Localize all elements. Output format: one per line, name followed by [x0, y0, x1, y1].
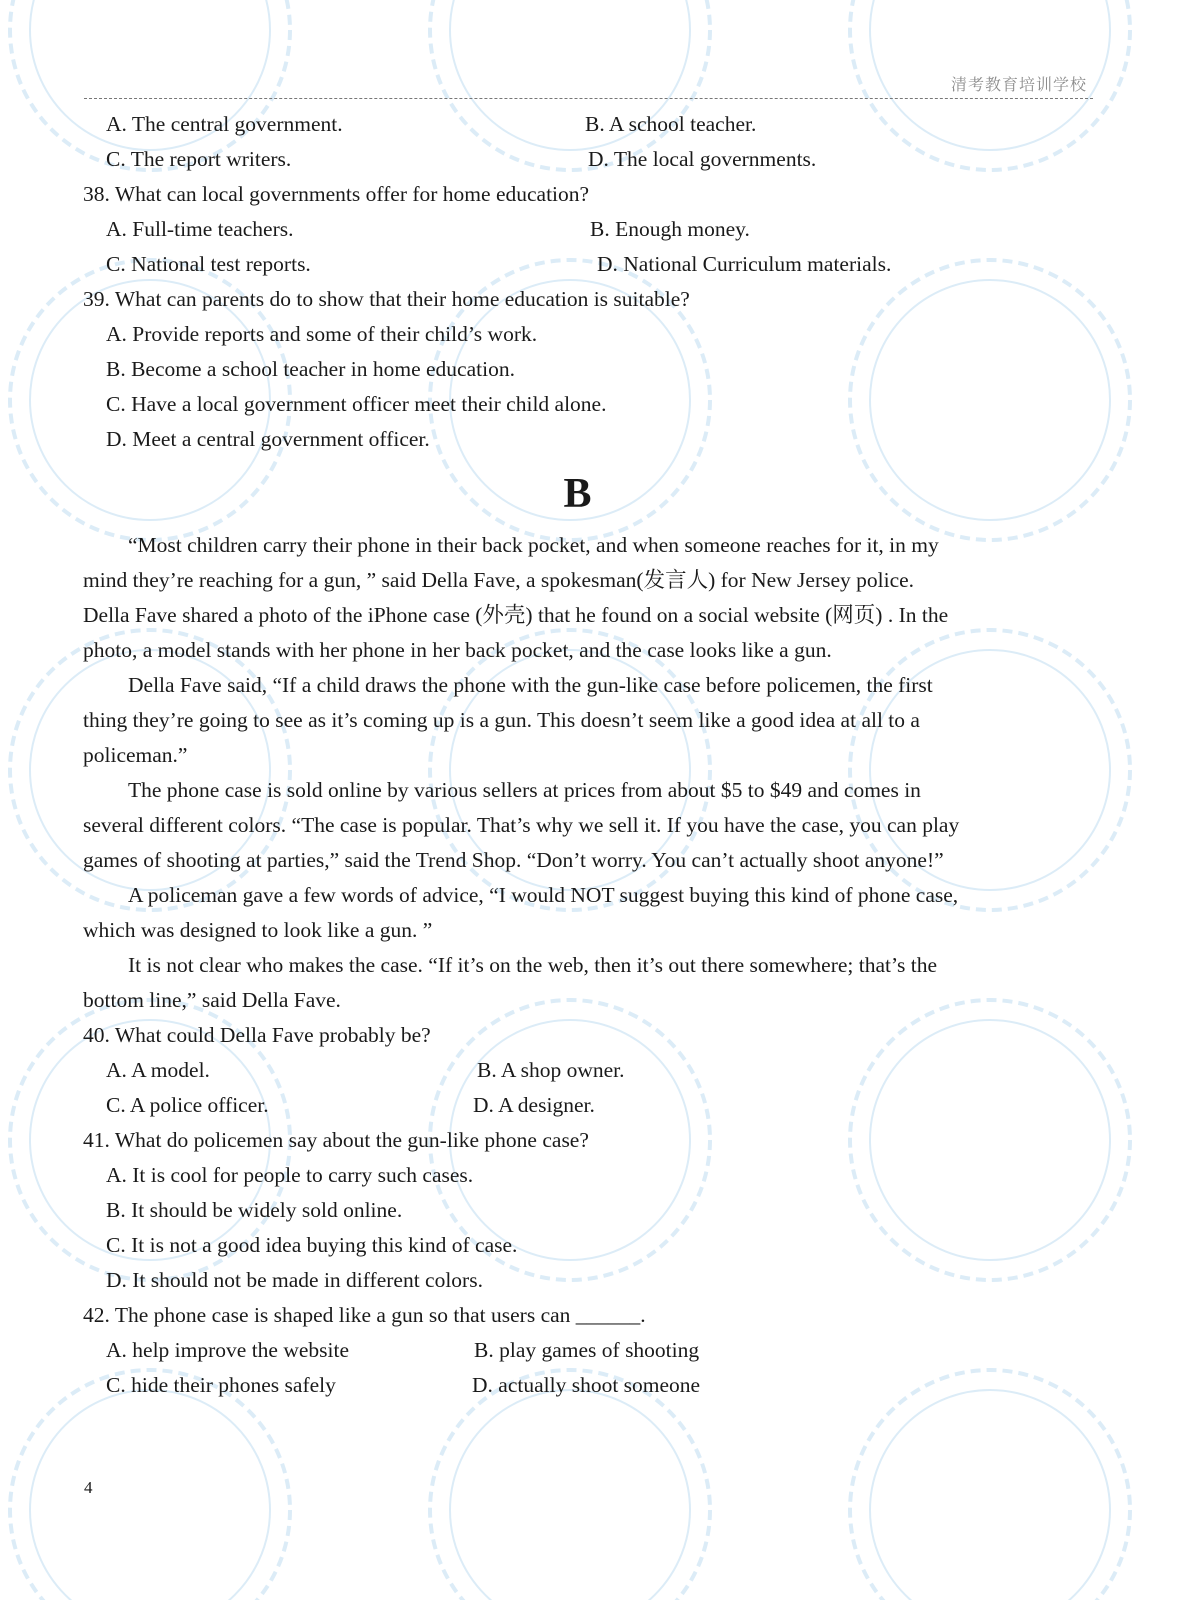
q40-stem: 40. What could Della Fave probably be? — [83, 1023, 431, 1047]
q39-option-d: D. Meet a central government officer. — [106, 427, 430, 451]
passage-line: Della Fave shared a photo of the iPhone case (外壳) that he found on a social website (网页) . In the — [83, 603, 949, 627]
passage-line: policeman.” — [83, 743, 188, 767]
q38-option-d: D. National Curriculum materials. — [597, 252, 892, 276]
passage-line: several different colors. “The case is popular. That’s why we sell it. If you have the case, you can play — [83, 813, 960, 837]
q39-option-a: A. Provide reports and some of their child’s work. — [106, 322, 538, 346]
q38-option-b: B. Enough money. — [590, 217, 750, 241]
passage-line: bottom line,” said Della Fave. — [83, 988, 341, 1012]
q39-option-c: C. Have a local government officer meet their child alone. — [106, 392, 607, 416]
q37-option-a: A. The central government. — [106, 112, 343, 136]
q40-option-a: A. A model. — [106, 1058, 210, 1082]
q40-option-d: D. A designer. — [473, 1093, 595, 1117]
q41-stem: 41. What do policemen say about the gun-like phone case? — [83, 1128, 589, 1152]
q37-option-c: C. The report writers. — [106, 147, 292, 171]
section-title: B — [563, 471, 592, 517]
passage-line: Della Fave said, “If a child draws the phone with the gun-like case before policemen, the first — [128, 673, 933, 697]
q42-option-b: B. play games of shooting — [474, 1338, 700, 1362]
q37-option-d: D. The local governments. — [588, 147, 817, 171]
q38-option-a: A. Full-time teachers. — [106, 217, 294, 241]
q42-option-d: D. actually shoot someone — [472, 1373, 701, 1397]
q39-option-b: B. Become a school teacher in home education. — [106, 357, 515, 381]
watermark-stamp — [430, 1370, 710, 1600]
passage-line: which was designed to look like a gun. ” — [83, 918, 433, 942]
q38-stem: 38. What can local governments offer for home education? — [83, 182, 590, 206]
q37-option-b: B. A school teacher. — [585, 112, 757, 136]
passage-line: thing they’re going to see as it’s coming up is a gun. This doesn’t seem like a good idea at all to a — [83, 708, 920, 732]
passage-line: A policeman gave a few words of advice, “I would NOT suggest buying this kind of phone case, — [128, 883, 959, 907]
watermark-stamp — [850, 1370, 1130, 1600]
passage-line: It is not clear who makes the case. “If it’s on the web, then it’s out there somewhere; that’s the — [128, 953, 938, 977]
q41-option-c: C. It is not a good idea buying this kind of case. — [106, 1233, 518, 1257]
q41-option-a: A. It is cool for people to carry such cases. — [106, 1163, 474, 1187]
passage-line: games of shooting at parties,” said the Trend Shop. “Don’t worry. You can’t actually shoot anyone!” — [83, 848, 944, 872]
school-name: 清考教育培训学校 — [950, 75, 1087, 94]
watermark-stamp — [850, 1000, 1130, 1280]
q42-stem: 42. The phone case is shaped like a gun so that users can ______. — [83, 1303, 646, 1327]
q40-option-b: B. A shop owner. — [477, 1058, 625, 1082]
passage-line: “Most children carry their phone in their back pocket, and when someone reaches for it, in my — [128, 533, 939, 557]
page-header — [84, 70, 1093, 99]
q41-option-d: D. It should not be made in different colors. — [106, 1268, 483, 1292]
q42-option-c: C. hide their phones safely — [106, 1373, 336, 1397]
q40-option-c: C. A police officer. — [106, 1093, 269, 1117]
q41-option-b: B. It should be widely sold online. — [106, 1198, 403, 1222]
passage-line: photo, a model stands with her phone in her back pocket, and the case looks like a gun. — [83, 638, 832, 662]
passage-line: The phone case is sold online by various sellers at prices from about $5 to $49 and comes in — [128, 778, 921, 802]
q39-stem: 39. What can parents do to show that their home education is suitable? — [83, 287, 690, 311]
page-number: 4 — [84, 1478, 93, 1497]
q42-option-a: A. help improve the website — [106, 1338, 350, 1362]
watermark-stamp — [10, 1370, 290, 1600]
q38-option-c: C. National test reports. — [106, 252, 311, 276]
passage-line: mind they’re reaching for a gun, ” said Della Fave, a spokesman(发言人) for New Jersey police. — [83, 568, 915, 592]
